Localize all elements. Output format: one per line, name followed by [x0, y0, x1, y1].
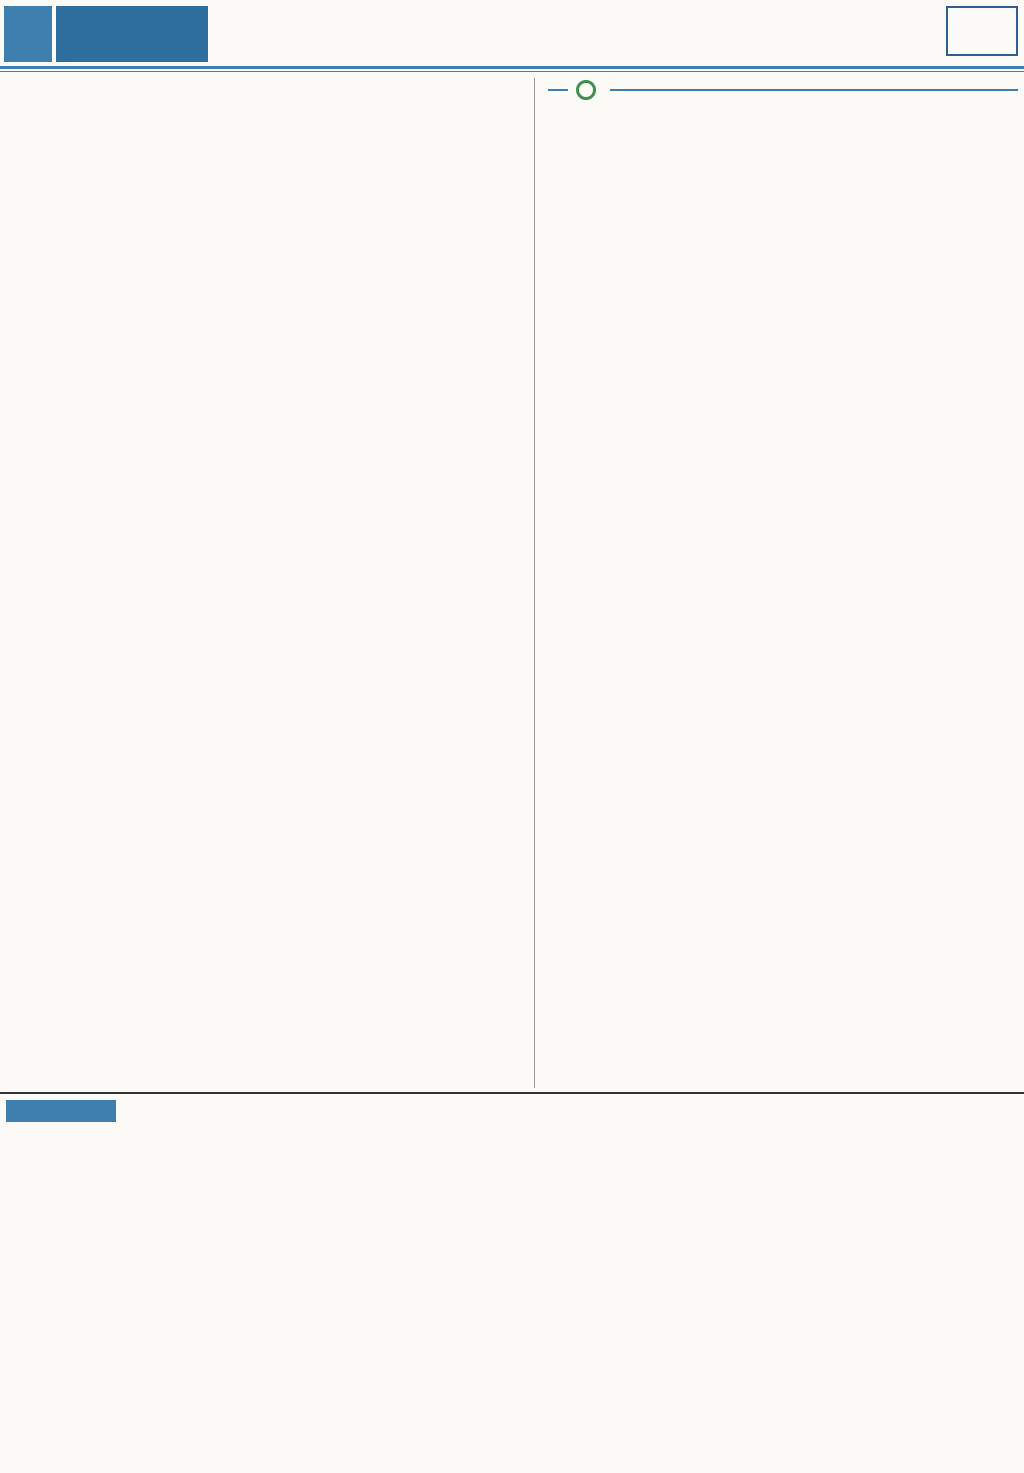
case-2-column-2	[704, 600, 852, 1084]
leaf-ring-icon	[576, 80, 596, 100]
article-column-2	[176, 650, 339, 1084]
notice-column-1	[6, 1136, 132, 1466]
notice-heading	[6, 1100, 116, 1122]
notice-divider	[0, 1092, 1024, 1094]
article-column-1	[8, 114, 168, 1084]
case-1-column-1	[548, 166, 696, 526]
article-column-3	[346, 90, 528, 1084]
section-name	[56, 6, 208, 62]
banner-tag	[568, 76, 610, 104]
case-2-column-1	[548, 600, 696, 1084]
page-number	[4, 6, 52, 62]
case-1-column-2	[704, 166, 852, 526]
header-rule-thin	[0, 71, 1024, 72]
case-analysis-banner	[548, 76, 1018, 104]
banner-line	[548, 89, 1018, 91]
case-2-column-3	[860, 600, 1018, 1084]
header-rule	[0, 66, 1024, 69]
page-header	[0, 0, 1024, 66]
column-divider	[534, 78, 535, 1088]
newspaper-logo	[946, 6, 1018, 56]
case-1-column-3	[860, 166, 1018, 526]
